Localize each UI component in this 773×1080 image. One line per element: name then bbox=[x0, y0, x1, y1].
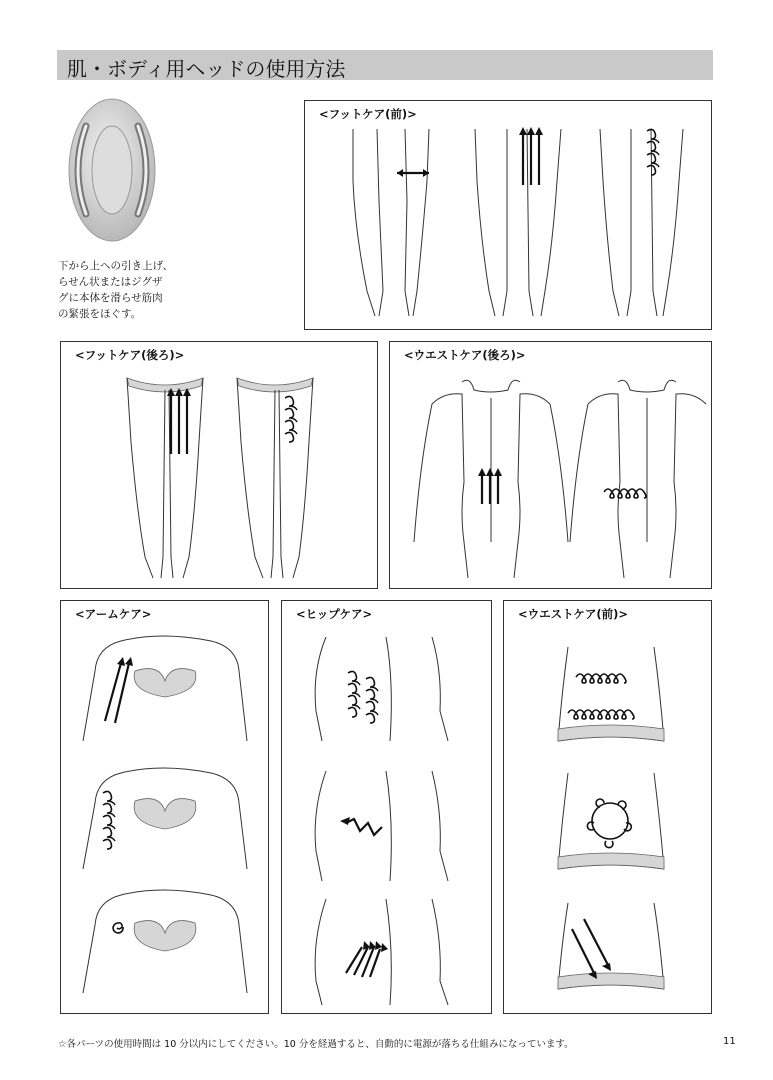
description-line: 下から上への引き上げ、 bbox=[58, 260, 174, 272]
hip-care-illustration bbox=[282, 601, 491, 1013]
legs-figure-2 bbox=[475, 127, 561, 316]
panel-foot-care-back bbox=[60, 341, 378, 589]
waist-front-figure-1 bbox=[558, 647, 664, 741]
foot-back-illustration bbox=[61, 342, 377, 588]
usage-description bbox=[58, 258, 198, 322]
description-line: らせん状またはジグザ bbox=[58, 276, 163, 288]
upper-body-figure-1 bbox=[83, 636, 247, 741]
back-torso-figure-2 bbox=[570, 380, 706, 578]
device-head-image bbox=[66, 96, 158, 246]
hip-figure-1 bbox=[315, 637, 448, 741]
hip-figure-3 bbox=[315, 899, 448, 1005]
back-torso-figure-1 bbox=[414, 380, 568, 578]
legs-figure-3 bbox=[600, 129, 683, 316]
panel-waist-care-back bbox=[389, 341, 712, 589]
panel-title: <フットケア(前)> bbox=[319, 107, 417, 121]
upper-body-figure-3 bbox=[83, 890, 247, 993]
waist-front-illustration bbox=[504, 601, 711, 1013]
panel-waist-care-front bbox=[503, 600, 712, 1014]
waist-front-figure-2 bbox=[558, 773, 664, 869]
back-legs-figure-2 bbox=[237, 378, 313, 578]
page-title: 肌・ボディ用ヘッドの使用方法 bbox=[67, 57, 346, 81]
page-number: 11 bbox=[723, 1036, 736, 1047]
panel-title: <アームケア> bbox=[75, 607, 152, 621]
hip-figure-2 bbox=[315, 771, 448, 881]
page-title-bar bbox=[57, 50, 713, 80]
description-line: グに本体を滑らせ筋肉 bbox=[58, 292, 163, 304]
panel-title: <ヒップケア> bbox=[296, 607, 373, 621]
description-line: の緊張をほぐす。 bbox=[58, 308, 142, 320]
panel-foot-care-front bbox=[304, 100, 712, 330]
footnote: ☆各パーツの使用時間は 10 分以内にしてください。10 分を経過すると、自動的に電源が落ちる仕組みになっています。 bbox=[58, 1039, 574, 1050]
panel-title: <ウエストケア(前)> bbox=[518, 607, 629, 621]
waist-back-illustration bbox=[390, 342, 711, 588]
waist-front-figure-3 bbox=[558, 903, 664, 989]
panel-title: <ウエストケア(後ろ)> bbox=[404, 348, 526, 362]
legs-figure-1 bbox=[353, 129, 429, 316]
arm-care-illustration bbox=[61, 601, 268, 1013]
panel-arm-care bbox=[60, 600, 269, 1014]
foot-front-illustration bbox=[305, 101, 711, 329]
upper-body-figure-2 bbox=[83, 768, 247, 869]
back-legs-figure-1 bbox=[127, 378, 203, 578]
panel-hip-care bbox=[281, 600, 492, 1014]
panel-title: <フットケア(後ろ)> bbox=[75, 348, 185, 362]
